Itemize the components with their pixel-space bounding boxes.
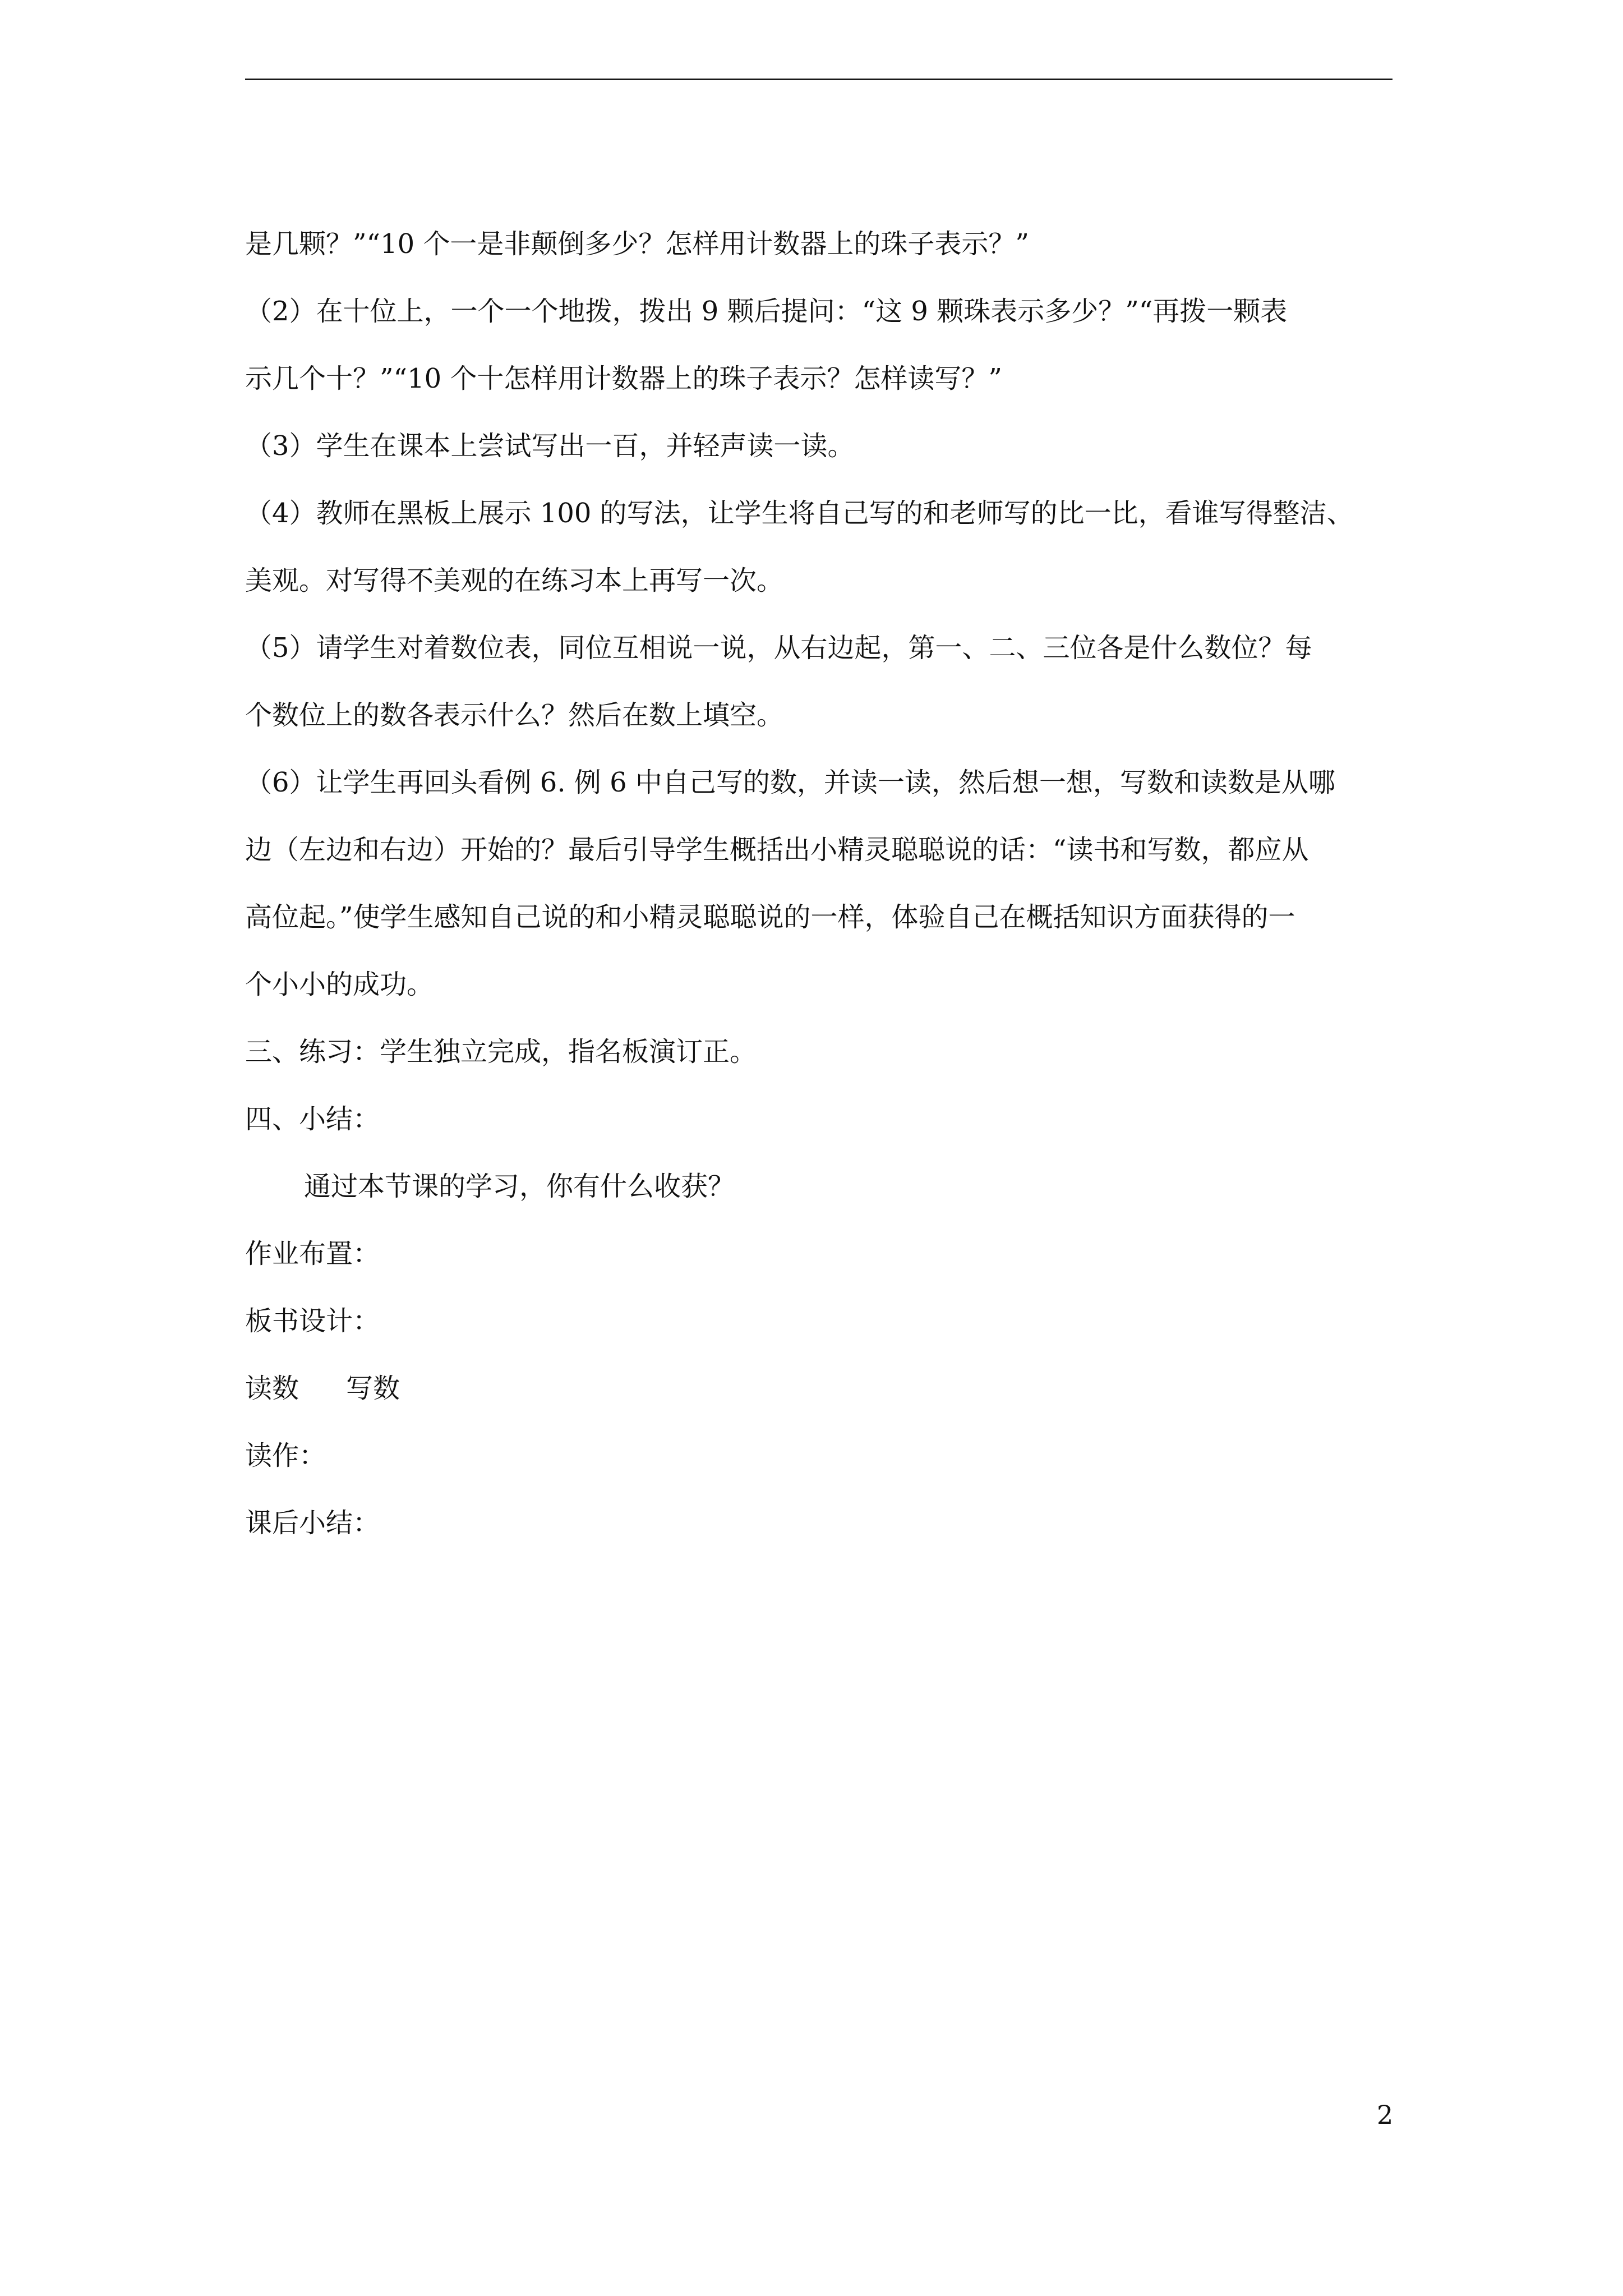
board-item-read: 读数 [245,1373,299,1404]
paragraph-line: 边（左边和右边）开始的？最后引导学生概括出小精灵聪聪说的话：“读书和写数，都应从 [245,834,1309,866]
section-summary: 四、小结： [245,1103,380,1135]
paragraph-line: （3）学生在课本上尝试写出一百，并轻声读一读。 [245,430,855,462]
paragraph-line: 示几个十？”“10 个十怎样用计数器上的珠子表示？怎样读写？” [245,363,1002,394]
page-number: 2 [1377,2100,1394,2130]
header-rule [245,79,1393,80]
paragraph-line: 个数位上的数各表示什么？然后在数上填空。 [245,700,784,731]
paragraph-line: 高位起。”使学生感知自己说的和小精灵聪聪说的一样，体验自己在概括知识方面获得的一 [245,901,1295,933]
paragraph-line: 美观。对写得不美观的在练习本上再写一次。 [245,565,784,596]
board-items [245,1355,1393,1422]
board-item-write: 写数 [346,1373,400,1404]
paragraph-line: 个小小的成功。 [245,969,434,1000]
read-as-label: 读作： [245,1440,326,1471]
paragraph-line: 是几颗？”“10 个一是非颠倒多少？怎样用计数器上的珠子表示？” [245,228,1029,260]
board-design-label: 板书设计： [245,1305,380,1337]
section-practice: 三、练习：学生独立完成，指名板演订正。 [245,1036,757,1068]
paragraph-line: （6）让学生再回头看例 6. 例 6 中自己写的数，并读一读，然后想一想，写数和读数是从哪 [245,767,1335,798]
after-class-summary-label: 课后小结： [245,1507,380,1539]
summary-question: 通过本节课的学习，你有什么收获？ [304,1171,735,1202]
paragraph-line: （5）请学生对着数位表，同位互相说一说，从右边起，第一、二、三位各是什么数位？每 [245,632,1312,664]
paragraph-line: （4）教师在黑板上展示 100 的写法，让学生将自己写的和老师写的比一比，看谁写得整洁、 [245,498,1354,529]
paragraph-line: （2）在十位上，一个一个地拨，拨出 9 颗后提问：“这 9 颗珠表示多少？”“再拨一颗表 [245,296,1288,327]
document-body [245,210,1393,1557]
homework-label: 作业布置： [245,1238,380,1269]
